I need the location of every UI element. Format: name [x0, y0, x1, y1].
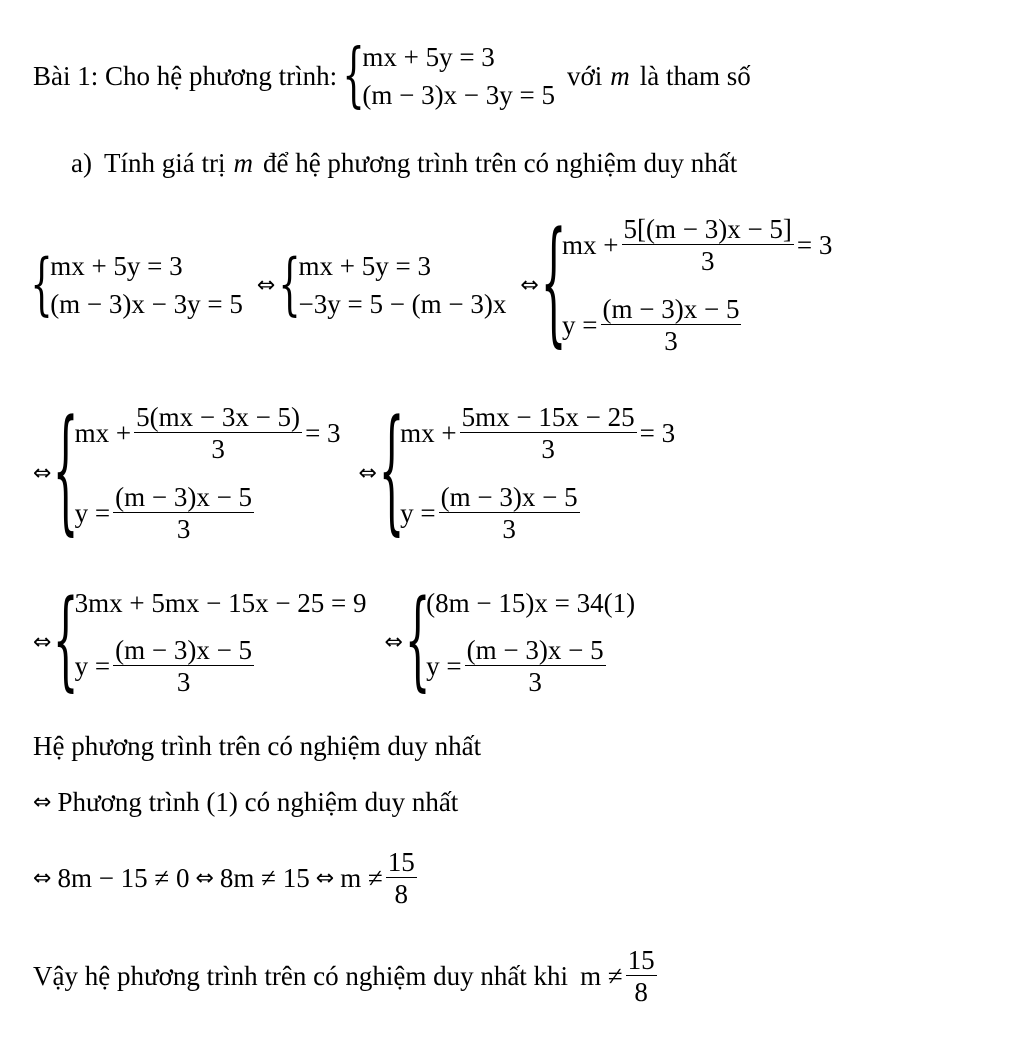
step-1-eq-1: mx + 5y = 3 [50, 250, 183, 281]
part-a-label: a) [71, 147, 92, 178]
left-brace-icon: { [53, 395, 79, 551]
final-lhs: m ≠ [580, 960, 623, 991]
fraction-numerator: (m − 3)x − 5 [602, 293, 740, 324]
problem-suffix: với [567, 60, 603, 91]
left-brace-icon: { [404, 580, 431, 705]
step-3-system [540, 205, 833, 365]
step-row-2 [33, 393, 675, 553]
fraction-denominator: 3 [528, 667, 542, 698]
inequality-2: 8m ≠ 15 [219, 862, 310, 893]
equiv-icon: ⇔ [33, 865, 52, 891]
conclusion-text-2: Phương trình (1) có nghiệm duy nhất [57, 786, 459, 817]
fraction-numerator: 15 [627, 944, 655, 975]
fraction-numerator: 5mx − 15x − 25 [461, 401, 635, 432]
fraction-numerator: 15 [387, 846, 415, 877]
step-4-eq-2-lhs: y = [74, 497, 111, 528]
step-3-eq-1 [562, 215, 832, 276]
conclusion-text-1: Hệ phương trình trên có nghiệm duy nhất [33, 730, 482, 761]
fraction-denominator: 3 [211, 434, 225, 464]
system-eq-1: mx + 5y = 3 [362, 41, 495, 72]
step-row-1 [30, 205, 833, 365]
conclusion-inequalities [33, 843, 420, 913]
fraction [460, 403, 637, 464]
fraction-denominator: 3 [541, 434, 555, 464]
problem-title: Bài 1: Cho hệ phương trình: [33, 60, 338, 91]
part-a-var: m [233, 147, 253, 178]
equiv-icon: ⇔ [33, 789, 52, 815]
conclusion-line-2 [33, 784, 458, 820]
fraction-numerator: 5[(m − 3)x − 5] [623, 213, 792, 244]
param-text: là tham số [639, 60, 751, 91]
step-5-eq-1-rhs: = 3 [639, 417, 676, 448]
fraction-denominator: 3 [700, 246, 715, 276]
fraction [626, 946, 657, 1007]
fraction-numerator: (m − 3)x − 5 [115, 634, 253, 665]
step-5-eq-2 [400, 483, 675, 544]
param-var: m [610, 60, 630, 91]
step-7-eq-1: (8m − 15)x = 34(1) [426, 588, 636, 619]
step-4-eq-1-lhs: mx + [74, 417, 132, 448]
step-6-eq-1: 3mx + 5mx − 15x − 25 = 9 [74, 588, 367, 619]
fraction-numerator: 5(mx − 3x − 5) [136, 401, 301, 432]
fraction-denominator: 8 [634, 977, 648, 1007]
conclusion-line-1 [33, 728, 481, 764]
step-6-system [53, 580, 367, 705]
final-conclusion [33, 940, 660, 1012]
step-3-eq-1-rhs: = 3 [796, 229, 833, 260]
fraction-denominator: 3 [502, 514, 516, 544]
fraction [386, 848, 417, 909]
step-5-eq-1 [400, 403, 675, 464]
step-5-system [378, 393, 676, 553]
fraction [601, 295, 742, 356]
step-5-eq-1-lhs: mx + [400, 417, 457, 448]
fraction-numerator: (m − 3)x − 5 [115, 481, 253, 512]
step-7-system [404, 580, 636, 705]
final-text: Vậy hệ phương trình trên có nghiệm duy nhất khi [33, 960, 569, 991]
left-brace-icon: { [53, 580, 79, 705]
step-1-eq-2: (m − 3)x − 3y = 5 [50, 288, 243, 319]
equiv-icon: ⇔ [33, 630, 52, 655]
fraction-numerator: (m − 3)x − 5 [440, 481, 578, 512]
step-3-eq-1-lhs: mx + [562, 229, 619, 260]
step-4-eq-1-rhs: = 3 [305, 417, 341, 448]
fraction [134, 403, 302, 464]
left-brace-icon: { [540, 207, 567, 363]
fraction-denominator: 3 [176, 514, 191, 544]
step-7-eq-2 [426, 636, 635, 697]
equiv-icon: ⇔ [33, 460, 52, 486]
fraction [113, 483, 254, 544]
fraction [113, 636, 254, 697]
step-4-eq-1 [75, 403, 341, 464]
equiv-icon: ⇔ [384, 630, 403, 655]
step-2-eq-2: −3y = 5 − (m − 3)x [298, 288, 507, 319]
step-6-eq-2-lhs: y = [74, 650, 111, 681]
fraction-denominator: 3 [664, 326, 678, 356]
step-3-eq-2-lhs: y = [562, 309, 598, 340]
step-1-system [30, 246, 243, 324]
step-3-eq-2 [562, 295, 832, 356]
inequality-3-lhs: m ≠ [340, 862, 383, 893]
equiv-icon: ⇔ [195, 865, 214, 891]
step-2-system [278, 246, 507, 324]
step-2-eq-1: mx + 5y = 3 [298, 250, 431, 281]
inequality-1: 8m − 15 ≠ 0 [57, 862, 190, 893]
fraction-denominator: 3 [176, 667, 191, 698]
system-eq-2: (m − 3)x − 3y = 5 [362, 79, 556, 110]
left-brace-icon: { [342, 35, 365, 117]
fraction [439, 483, 580, 544]
step-6-eq-2 [75, 636, 367, 697]
fraction-denominator: 8 [394, 879, 409, 909]
equiv-icon: ⇔ [358, 460, 377, 486]
problem-statement [33, 36, 751, 116]
equiv-icon: ⇔ [520, 272, 539, 298]
part-a-text-after: để hệ phương trình trên có nghiệm duy nhất [262, 147, 738, 178]
left-brace-icon: { [378, 395, 405, 551]
fraction-numerator: (m − 3)x − 5 [466, 634, 604, 665]
problem-system [342, 35, 556, 117]
left-brace-icon: { [278, 246, 302, 324]
step-4-system [53, 393, 341, 553]
fraction [622, 215, 794, 276]
left-brace-icon: { [30, 246, 53, 324]
step-5-eq-2-lhs: y = [400, 497, 436, 528]
equiv-icon: ⇔ [256, 272, 276, 298]
step-row-3 [33, 580, 635, 705]
step-7-eq-2-lhs: y = [426, 650, 462, 681]
step-4-eq-2 [75, 483, 341, 544]
part-a-text-before: Tính giá trị [103, 147, 226, 178]
equiv-icon: ⇔ [315, 865, 335, 891]
fraction [465, 636, 606, 697]
part-a-question [71, 145, 737, 181]
